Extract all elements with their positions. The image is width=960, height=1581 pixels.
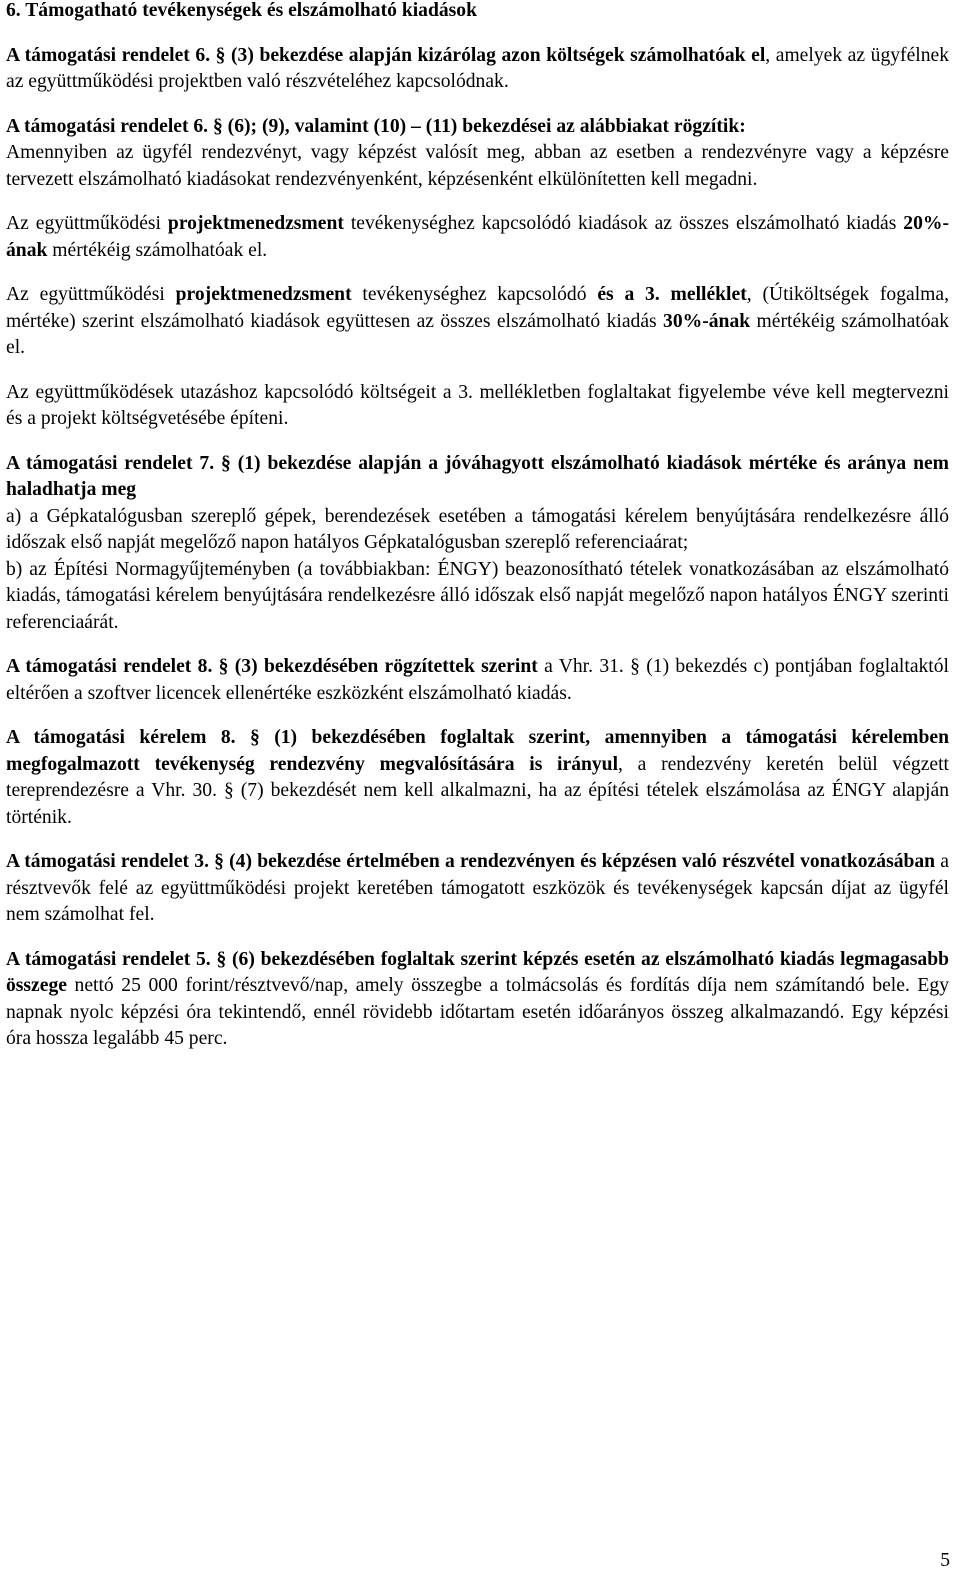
- text-run: nettó 25 000 forint/résztvevő/nap, amely összegbe a tolmácsolás és fordítás díja nem számítandó bele. Egy napnak nyolc képzési óra tekintendő, ennél rövidebb időtartam esetén időarányos összeg alkalmazandó. Egy képzési óra hossza legalább 45 perc.: [6, 975, 949, 1049]
- text-run: a résztvevők felé az együttműködési projekt keretében támogatott eszközök és tevékenységek kapcsán díjat az ügyfél nem számolhat fel.: [6, 851, 949, 925]
- text-run: Az együttműködési: [6, 213, 168, 234]
- bold-run: projektmenedzsment: [175, 284, 352, 305]
- paragraph-eligible-costs: [6, 43, 949, 96]
- text-run: a Vhr. 31. § (1) bekezdés c) pontjában foglaltaktól eltérően a szoftver licencek ellenértéke eszközként elszámolható kiadás.: [6, 656, 949, 704]
- paragraph-eligible-costs-text: , amelyek az ügyfélnek az együttműködési projektben való részvételéhez kapcsolódnak.: [6, 44, 949, 92]
- paragraph-project-management-30: [6, 282, 949, 362]
- bold-run: A támogatási rendelet 5. § (6) bekezdésében foglaltak szerint képzés esetén az elszámolható kiadás legmagasabb összege: [6, 948, 949, 996]
- paragraph-training-limit: [6, 947, 949, 1053]
- section-title: 6. Támogatható tevékenységek és elszámolható kiadások: [6, 0, 477, 21]
- paragraph-limits-item-b: [6, 557, 949, 637]
- text-run: , (Útiköltségek fogalma, mértéke) szerint elszámolható kiadások együttesen az összes elszámolható kiadás: [6, 284, 950, 332]
- paragraph-eligible-costs-bold: A támogatási rendelet 6. § (3) bekezdése alapján kizárólag azon költségek számolhatóak el: [6, 44, 766, 66]
- bold-run: projektmenedzsment: [167, 213, 344, 234]
- text-run: b) az Építési Normagyűjteményben (a továbbiakban: ÉNGY) beazonosítható tételek vonatkozásában az elszámolható kiadás, támogatási kérelem benyújtására rendelkezésre álló időszak első napját megelőző napon hatályos ÉNGY szerinti referenciaárát.: [6, 558, 949, 633]
- text-run: Az együttműködési: [6, 284, 176, 305]
- text-run: tevékenységhez kapcsolódó: [351, 284, 598, 305]
- paragraph-software-licence: [6, 654, 949, 707]
- paragraph-event-training-text: Amennyiben az ügyfél rendezvényt, vagy képzést valósít meg, abban az esetben a rendezvényre vagy a képzésre tervezett elszámolható kiadásokat rendezvényenként, képzésenként elkülönítetten kell megadni.: [6, 142, 949, 190]
- paragraph-regulation-heading-bold: A támogatási rendelet 6. § (6); (9), valamint (10) – (11) bekezdései az alábbiakat rögzítik:: [6, 115, 746, 137]
- text-run: a) a Gépkatalógusban szereplő gépek, berendezések esetében a támogatási kérelem benyújtására rendelkezésre álló időszak első napját megelőző napon hatályos Gépkatalógusban szereplő referenciaárat;: [6, 505, 949, 553]
- text-run: tevékenységhez kapcsolódó kiadások az összes elszámolható kiadás: [343, 213, 904, 234]
- bold-run: és a 3. melléklet: [597, 284, 747, 305]
- paragraph-limits-item-a: [6, 504, 949, 557]
- bold-run: A támogatási rendelet 8. § (3) bekezdésében rögzítettek szerint: [6, 656, 538, 677]
- bold-run: A támogatási rendelet 7. § (1) bekezdése alapján a jóváhagyott elszámolható kiadások mértéke és aránya nem haladhatja meg: [6, 452, 949, 500]
- paragraph-regulation-heading: [6, 114, 949, 141]
- paragraph-project-management-20: [6, 211, 949, 264]
- text-run: Az együttműködések utazáshoz kapcsolódó költségeit a 3. mellékletben foglaltakat figyelembe véve kell megtervezni és a projekt költségvetésébe építeni.: [6, 381, 949, 429]
- bold-run: A támogatási kérelem 8. § (1) bekezdésében foglaltak szerint, amennyiben a támogatási kérelemben megfogalmazott tevékenység rendezvény megvalósítására is irányul: [6, 727, 949, 775]
- text-run: mértékéig számolhatóak el.: [6, 310, 949, 358]
- paragraph-event-landscaping: [6, 725, 949, 831]
- paragraph-travel-costs: [6, 380, 949, 433]
- text-run: , a rendezvény keretén belül végzett tereprendezésre a Vhr. 30. § (7) bekezdését nem kell alkalmazni, ha az építési tételek elszámolása az ÉNGY alapján történik.: [6, 753, 949, 828]
- paragraph-limits-heading: [6, 451, 949, 504]
- paragraph-event-training: [6, 140, 949, 193]
- bold-run: 20%-ának: [6, 213, 950, 261]
- bold-run: A támogatási rendelet 3. § (4) bekezdése értelmében a rendezvényen és képzésen való részvétel vonatkozásában: [6, 851, 936, 872]
- document-body: [6, 0, 949, 1071]
- paragraph-participation-fee: [6, 849, 949, 929]
- page-number: 5: [940, 1550, 950, 1571]
- bold-run: 30%-ának: [663, 310, 751, 332]
- text-run: mértékéig számolhatóak el.: [47, 239, 268, 261]
